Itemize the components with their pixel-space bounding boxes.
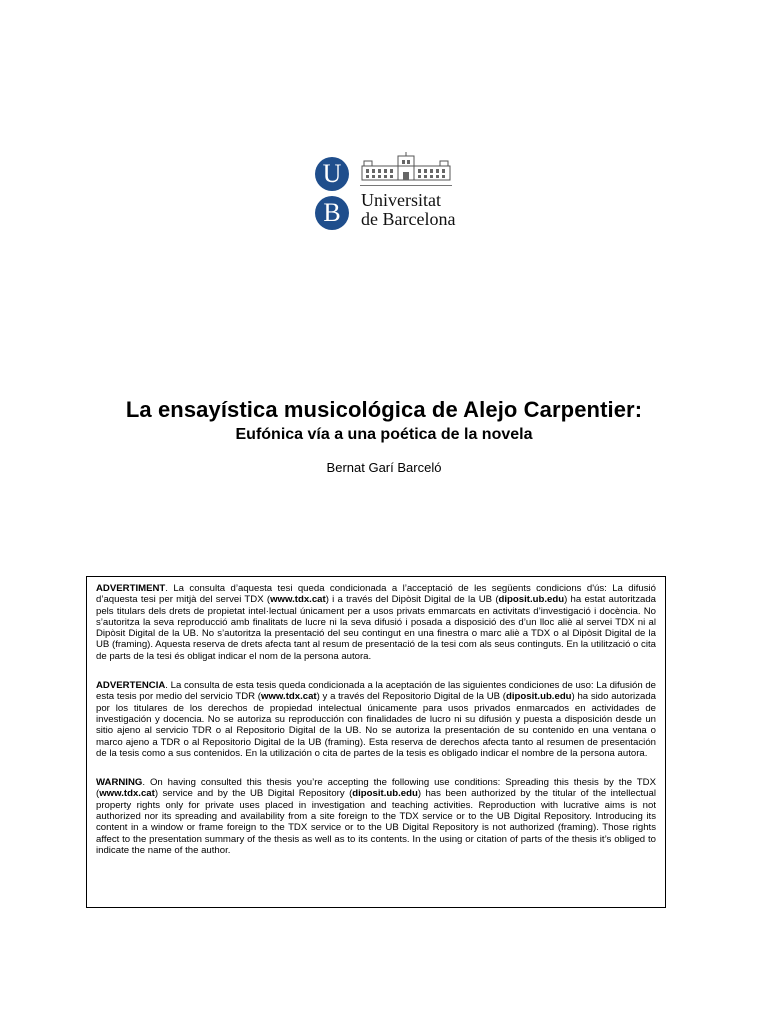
notice-text: . On having consulted this thesis you’re accepting the following use conditions: Spreading this thesis by the TDX ( — [96, 777, 656, 800]
university-name — [361, 191, 455, 229]
logo-letter-u: U — [315, 157, 349, 191]
university-name-line1: Universitat — [361, 190, 441, 210]
notice-text: ) ha estat autoritzada pels titulars dels drets de propietat intel·lectual únicament per a usos privats emmarcats en activitats d’investigació i docència. No s’autoritza la seva reproducció amb finalitats de lucre ni la seva difusió i posada a disposició des d’un lloc aliè al servei TDX ni al Dipòsit Digital de la UB. No s’autoritza la presentació del seu contingut en una finestra o marc aliè a TDX o al Dipòsit Digital de la UB (framing). Aquesta reserva de drets afecta tant al resum de presentació de la tesi com als seus continguts. En la utilització o cita de parts de la tesi és obligat indicar el nom de la persona autora. — [96, 594, 657, 662]
notice-link: diposit.ub.edu — [498, 594, 565, 606]
notice-text: ) y a través del Repositorio Digital de la UB ( — [316, 691, 506, 703]
thesis-author: Bernat Garí Barceló — [326, 460, 442, 475]
notice-spanish — [96, 680, 656, 759]
notice-catalan — [96, 583, 656, 662]
notice-text: ) i a través del Dipòsit Digital de la UB ( — [325, 594, 499, 606]
notice-english-heading: WARNING — [96, 777, 143, 789]
notice-link: www.tdx.cat — [99, 788, 155, 800]
building-icon — [360, 152, 452, 182]
notice-text: . La consulta d’aquesta tesi queda condicionada a l’acceptació de les següents condicions d'ús: La difusió d’aquesta tesi per mitjà del servei TDX ( — [96, 583, 656, 606]
thesis-title: La ensayística musicológica de Alejo Carpentier: — [125, 397, 643, 422]
university-logo — [312, 150, 462, 250]
notice-english — [96, 777, 656, 856]
notice-link: www.tdx.cat — [261, 691, 317, 703]
notice-text: ) has been authorized by the titular of the intellectual property rights only for private uses placed in investigation and teaching activities. Reproduction with lucrative aims is not authorized nor its spreading and availability from a site foreign to the TDX service or to the UB Digital Repository. Introducing its content in a window or frame foreign to the TDX service or to the UB Digital Repository is not authorized (framing). Those rights affect to the presentation summary of the thesis as well as to its contents. In the using or citation of parts of the thesis it’s obliged to indicate the name of the author. — [96, 788, 656, 856]
thesis-subtitle: Eufónica vía a una poética de la novela — [235, 426, 533, 443]
notice-catalan-heading: ADVERTIMENT — [96, 583, 166, 594]
usage-notice-box — [86, 576, 666, 908]
notice-text: ) ha sido autorizada por los titulares de los derechos de propiedad intelectual únicamente para usos privados enmarcados en actividades de investigación y docencia. No se autoriza su reproducción con finalidades de lucro ni su difusión y puesta a disposición desde un sitio ajeno al servicio TDR o al Repositorio Digital de la UB. No se autoriza la presentación de su contenido en una ventana o marco ajeno a TDR o al Repositorio Digital de la UB (framing). Esta reserva de derechos afecta tanto al resumen de presentación de la tesis como a sus contenidos. En la utilización o cita de partes de la tesis es obligado indicar el nombre de la persona autora. — [96, 691, 656, 759]
logo-divider — [360, 185, 452, 186]
notice-link: www.tdx.cat — [270, 594, 326, 606]
university-name-line2: de Barcelona — [361, 209, 456, 229]
notice-link: diposit.ub.edu — [505, 691, 572, 703]
notice-text: . La consulta de esta tesis queda condicionada a la aceptación de las siguientes condiciones de uso: La difusión de esta tesis por medio del servicio TDR ( — [96, 680, 656, 703]
notice-spanish-heading: ADVERTENCIA — [96, 680, 166, 692]
notice-text: ) service and by the UB Digital Repository ( — [154, 788, 353, 800]
logo-letter-b: B — [315, 196, 349, 230]
notice-link: diposit.ub.edu — [352, 788, 418, 800]
